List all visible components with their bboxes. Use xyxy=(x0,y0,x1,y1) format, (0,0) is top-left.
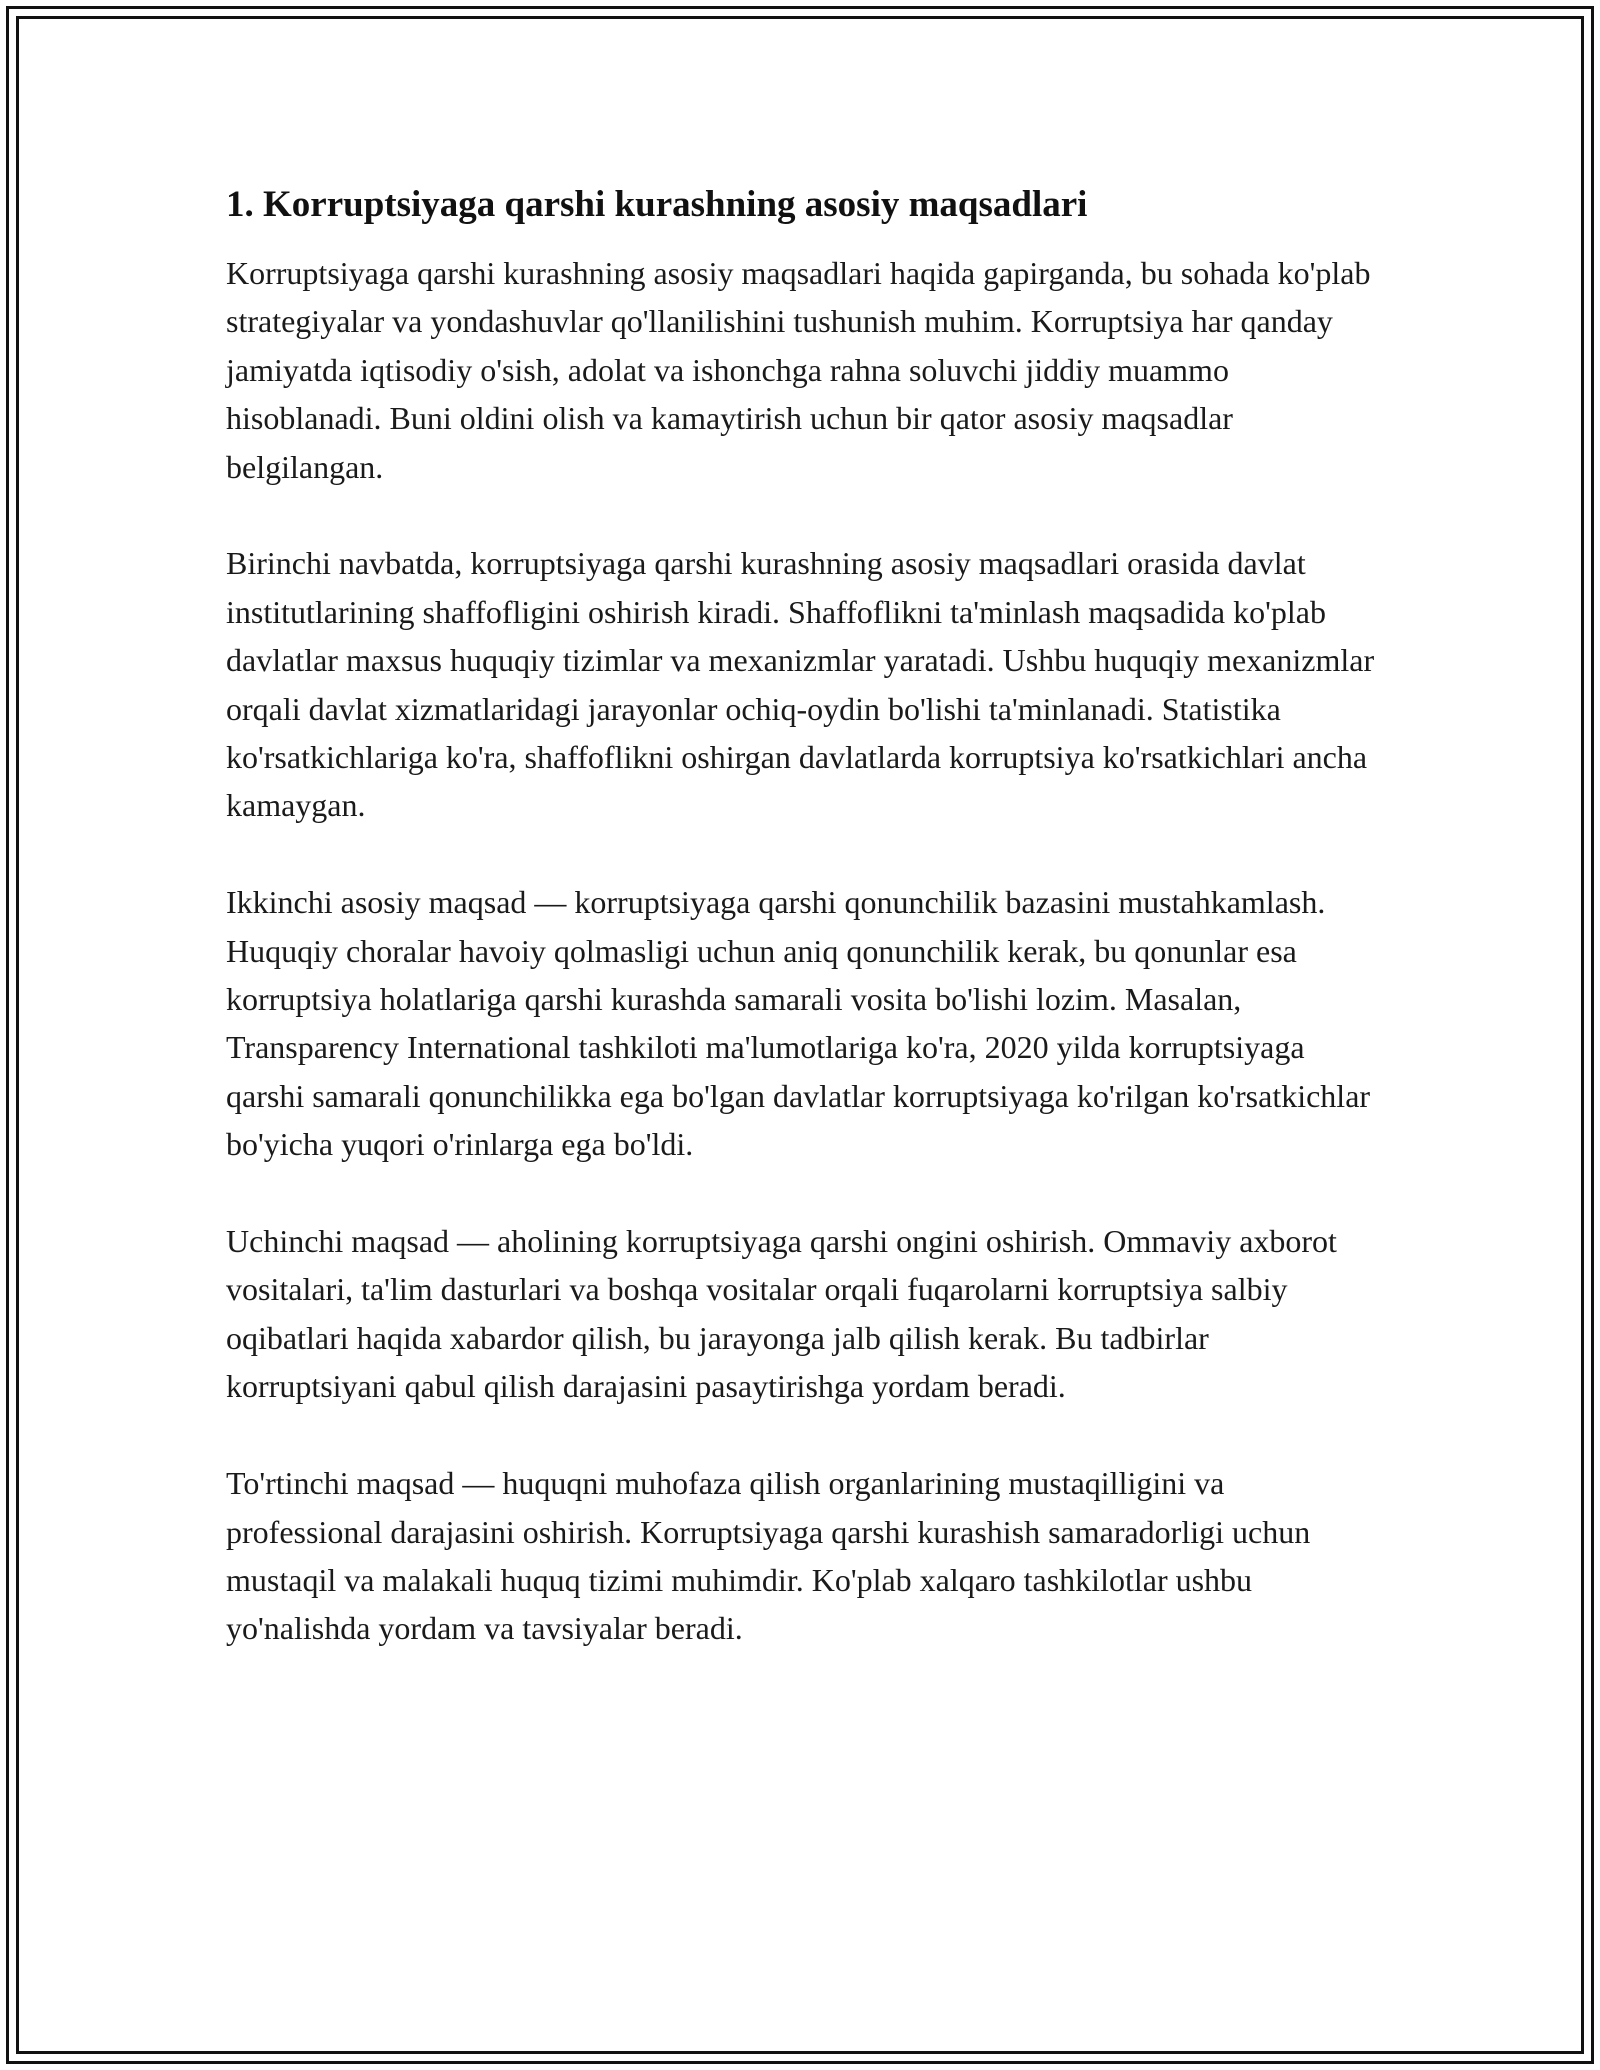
paragraph-intro: Korruptsiyaga qarshi kurashning asosiy maqsadlari haqida gapirganda, bu sohada ko'plab strategiyalar va yondashuvlar qo'llanilishini tushunish muhim. Korruptsiya har qanday jamiyatda iqtisodiy o'sish, adolat va ishonchga rahna soluvchi jiddiy muammo hisoblanadi. Buni oldini olish va kamaytirish uchun bir qator asosiy maqsadlar belgilangan. xyxy=(226,255,1371,485)
paragraph-first-goal: Birinchi navbatda, korruptsiyaga qarshi kurashning asosiy maqsadlari orasida davlat institutlarining shaffofligini oshirish kiradi. Shaffoflikni ta'minlash maqsadida ko'plab davlatlar maxsus huquqiy tizimlar va mexanizmlar yaratadi. Ushbu huquqiy mexanizmlar orqali davlat xizmatlaridagi jarayonlar ochiq-oydin bo'lishi ta'minlanadi. Statistika ko'rsatkichlariga ko'ra, shaffoflikni oshirgan davlatlarda korruptsiya ko'rsatkichlari ancha kamaygan. xyxy=(226,545,1375,824)
paragraph-third-goal: Uchinchi maqsad — aholining korruptsiyaga qarshi ongini oshirish. Ommaviy axborot vositalari, ta'lim dasturlari va boshqa vositalar orqali fuqarolarni korruptsiya salbiy oqibatlari haqida xabardor qilish, bu jarayonga jalb qilish kerak. Bu tadbirlar korruptsiyani qabul qilish darajasini pasaytirishga yordam beradi. xyxy=(226,1223,1337,1405)
section-heading: 1. Korruptsiyaga qarshi kurashning asosiy maqsadlari xyxy=(226,184,1088,225)
document-body xyxy=(226,181,1376,1701)
paragraph-fourth-goal: To'rtinchi maqsad — huquqni muhofaza qilish organlarining mustaqilligini va professional darajasini oshirish. Korruptsiyaga qarshi kurashish samaradorligi uchun mustaqil va malakali huquq tizimi muhimdir. Ko'plab xalqaro tashkilotlar ushbu yo'nalishda yordam va tavsiyalar beradi. xyxy=(226,1465,1311,1647)
paragraph-second-goal: Ikkinchi asosiy maqsad — korruptsiyaga qarshi qonunchilik bazasini mustahkamlash. Huquqiy choralar havoiy qolmasligi uchun aniq qonunchilik kerak, bu qonunlar esa korruptsiya holatlariga qarshi kurashda samarali vosita bo'lishi lozim. Masalan, Transparency International tashkiloti ma'lumotlariga ko'ra, 2020 yilda korruptsiyaga qarshi samarali qonunchilikka ega bo'lgan davlatlar korruptsiyaga ko'rilgan ko'rsatkichlar bo'yicha yuqori o'rinlarga ega bo'ldi. xyxy=(226,884,1371,1163)
